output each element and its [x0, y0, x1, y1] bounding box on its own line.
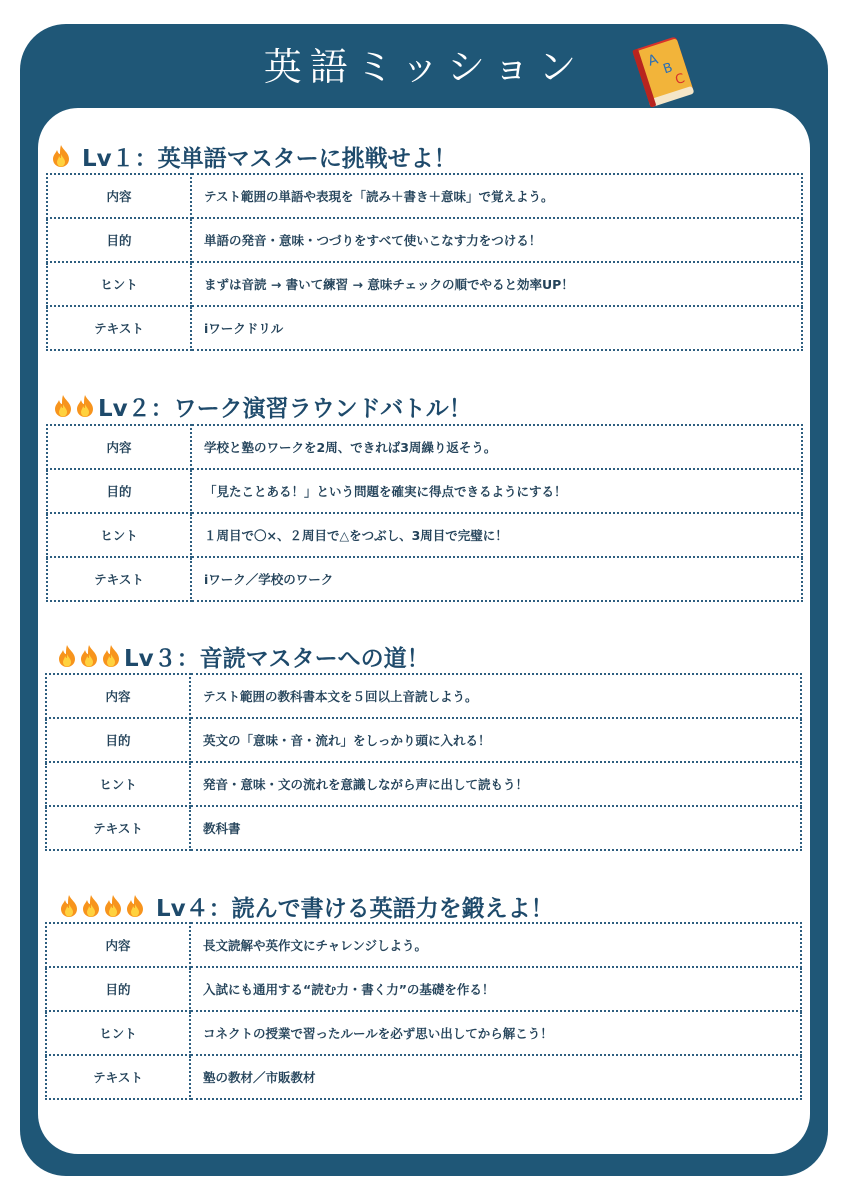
table-row — [46, 718, 801, 762]
mission-heading — [50, 140, 457, 172]
abc-book-icon — [624, 30, 702, 112]
table-row — [46, 762, 801, 806]
mission-heading-text: Lv１：英単語マスターに挑戦せよ！ — [82, 145, 457, 172]
row-value: 教科書 — [190, 806, 801, 850]
flame-icons — [56, 644, 122, 668]
table-row — [47, 218, 802, 262]
table-row — [47, 469, 802, 513]
mission-heading-text: Lv３：音読マスターへの道！ — [124, 645, 430, 672]
row-value: 入試にも通用する“読む力・書く力”の基礎を作る！ — [190, 967, 801, 1011]
mission-heading — [52, 390, 472, 422]
row-value: テスト範囲の単語や表現を「読み＋書き＋意味」で覚えよう。 — [191, 174, 802, 218]
table-row — [46, 674, 801, 718]
flame-icon — [74, 394, 96, 418]
row-label: ヒント — [47, 262, 191, 306]
flame-icons — [50, 144, 72, 168]
table-row — [47, 262, 802, 306]
row-label: テキスト — [46, 806, 190, 850]
row-label: テキスト — [47, 306, 191, 350]
flame-icon — [102, 894, 124, 918]
mission-table — [46, 173, 803, 351]
flame-icon — [56, 644, 78, 668]
table-row — [46, 806, 801, 850]
row-value: iワークドリル — [191, 306, 802, 350]
mission-table — [45, 673, 802, 851]
mission-heading-text: Lv２：ワーク演習ラウンドバトル！ — [98, 395, 472, 422]
flame-icon — [78, 644, 100, 668]
mission-heading — [56, 640, 430, 672]
row-label: ヒント — [46, 1011, 190, 1055]
flame-icon — [58, 894, 80, 918]
row-value: 単語の発音・意味・つづりをすべて使いこなす力をつける！ — [191, 218, 802, 262]
row-label: ヒント — [47, 513, 191, 557]
row-label: 内容 — [46, 674, 190, 718]
table-row — [46, 967, 801, 1011]
row-value: まずは音読 → 書いて練習 → 意味チェックの順でやると効率UP！ — [191, 262, 802, 306]
row-label: 目的 — [47, 218, 191, 262]
mission-table — [45, 922, 802, 1100]
row-value: 英文の「意味・音・流れ」をしっかり頭に入れる！ — [190, 718, 801, 762]
table-row — [47, 425, 802, 469]
flame-icon — [124, 894, 146, 918]
table-row — [47, 513, 802, 557]
mission-heading-text: Lv４：読んで書ける英語力を鍛えよ！ — [156, 895, 554, 922]
svg-text:C: C — [673, 71, 687, 89]
table-row — [47, 306, 802, 350]
row-label: 内容 — [47, 174, 191, 218]
table-row — [46, 1055, 801, 1099]
row-value: 学校と塾のワークを2周、できれば3周繰り返そう。 — [191, 425, 802, 469]
row-value: １周目で〇×、２周目で△をつぶし、3周目で完璧に！ — [191, 513, 802, 557]
flame-icon — [50, 144, 72, 168]
flame-icon — [80, 894, 102, 918]
row-value: 塾の教材／市販教材 — [190, 1055, 801, 1099]
row-label: 内容 — [46, 923, 190, 967]
flame-icons — [52, 394, 96, 418]
row-value: テスト範囲の教科書本文を５回以上音読しよう。 — [190, 674, 801, 718]
row-label: 内容 — [47, 425, 191, 469]
table-row — [47, 557, 802, 601]
row-value: 発音・意味・文の流れを意識しながら声に出して読もう！ — [190, 762, 801, 806]
table-row — [46, 923, 801, 967]
mission-heading — [58, 890, 554, 922]
row-value: コネクトの授業で習ったルールを必ず思い出してから解こう！ — [190, 1011, 801, 1055]
table-row — [47, 174, 802, 218]
mission-table — [46, 424, 803, 602]
row-label: 目的 — [46, 967, 190, 1011]
svg-text:B: B — [661, 60, 675, 78]
row-label: テキスト — [47, 557, 191, 601]
page-title: 英語ミッション — [263, 45, 585, 89]
svg-text:A: A — [646, 51, 661, 70]
flame-icons — [58, 894, 146, 918]
row-value: 長文読解や英作文にチャレンジしよう。 — [190, 923, 801, 967]
flame-icon — [100, 644, 122, 668]
row-label: 目的 — [46, 718, 190, 762]
row-label: ヒント — [46, 762, 190, 806]
row-value: 「見たことある！」という問題を確実に得点できるようにする！ — [191, 469, 802, 513]
row-label: テキスト — [46, 1055, 190, 1099]
flame-icon — [52, 394, 74, 418]
row-label: 目的 — [47, 469, 191, 513]
row-value: iワーク／学校のワーク — [191, 557, 802, 601]
table-row — [46, 1011, 801, 1055]
